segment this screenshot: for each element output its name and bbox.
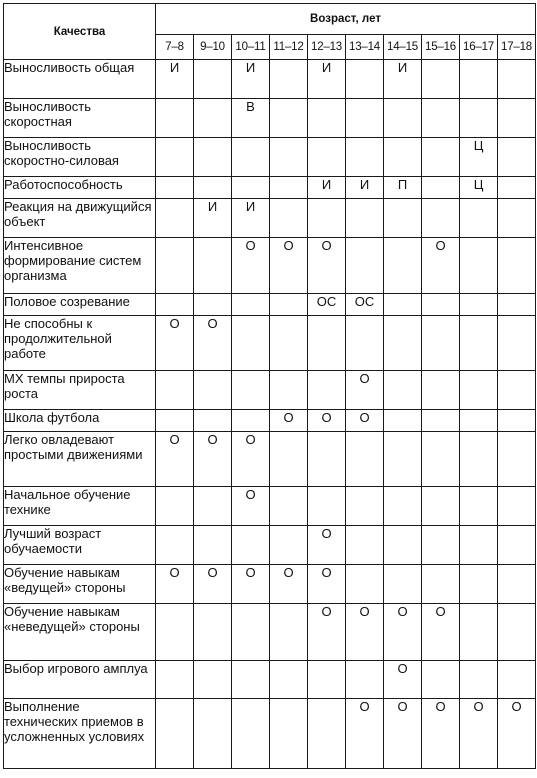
mark-cell (194, 238, 232, 294)
mark-cell (270, 604, 308, 661)
mark-cell (422, 487, 460, 526)
mark-cell (270, 177, 308, 199)
mark-cell (156, 526, 194, 565)
mark-cell (384, 565, 422, 604)
mark-cell (232, 177, 270, 199)
mark-cell: О (346, 699, 384, 769)
mark-cell (460, 60, 498, 99)
mark-cell (460, 238, 498, 294)
mark-cell (156, 99, 194, 138)
mark-cell (498, 294, 536, 316)
age-header-cell: 7–8 (156, 35, 194, 60)
mark-cell (422, 99, 460, 138)
mark-cell: В (232, 99, 270, 138)
mark-cell: О (308, 410, 346, 432)
mark-cell (156, 699, 194, 769)
mark-cell (498, 410, 536, 432)
mark-cell (270, 60, 308, 99)
mark-cell (498, 60, 536, 99)
mark-cell (422, 138, 460, 177)
mark-cell (308, 371, 346, 410)
age-header-cell: 13–14 (346, 35, 384, 60)
mark-cell: О (270, 410, 308, 432)
mark-cell (346, 316, 384, 371)
mark-cell (194, 177, 232, 199)
table-row (4, 661, 536, 699)
mark-cell: О (232, 565, 270, 604)
mark-cell (498, 316, 536, 371)
mark-cell (384, 410, 422, 432)
age-header-cell: 15–16 (422, 35, 460, 60)
mark-cell (232, 371, 270, 410)
mark-cell: О (156, 316, 194, 371)
mark-cell: О (194, 565, 232, 604)
quality-label: Интенсивное формирование систем организма (4, 238, 156, 294)
quality-label: Не способны к продолжительной работе (4, 316, 156, 371)
mark-cell (156, 410, 194, 432)
mark-cell (156, 661, 194, 699)
mark-cell (194, 294, 232, 316)
mark-cell (232, 661, 270, 699)
mark-cell (346, 238, 384, 294)
mark-cell: Ц (460, 177, 498, 199)
quality-label: Начальное обучение технике (4, 487, 156, 526)
mark-cell (422, 294, 460, 316)
quality-label: Выносливость общая (4, 60, 156, 99)
mark-cell (232, 604, 270, 661)
table-row (4, 487, 536, 526)
mark-cell (156, 199, 194, 238)
mark-cell (156, 487, 194, 526)
mark-cell (194, 60, 232, 99)
mark-cell (270, 661, 308, 699)
table-row (4, 699, 536, 769)
mark-cell (384, 526, 422, 565)
mark-cell (460, 294, 498, 316)
mark-cell (498, 432, 536, 487)
table-row (4, 371, 536, 410)
mark-cell (384, 432, 422, 487)
table-row (4, 294, 536, 316)
age-header-cell: 12–13 (308, 35, 346, 60)
mark-cell (384, 138, 422, 177)
mark-cell (422, 526, 460, 565)
quality-label: Половое созревание (4, 294, 156, 316)
mark-cell (346, 99, 384, 138)
mark-cell (346, 432, 384, 487)
mark-cell (194, 526, 232, 565)
mark-cell (384, 294, 422, 316)
mark-cell (422, 177, 460, 199)
age-header-cell: 14–15 (384, 35, 422, 60)
age-header-cell: 17–18 (498, 35, 536, 60)
mark-cell (460, 661, 498, 699)
mark-cell: О (422, 604, 460, 661)
mark-cell (270, 487, 308, 526)
mark-cell (346, 526, 384, 565)
mark-cell (156, 604, 194, 661)
mark-cell: О (384, 604, 422, 661)
mark-cell (232, 316, 270, 371)
mark-cell (194, 410, 232, 432)
mark-cell: ОС (346, 294, 384, 316)
mark-cell (498, 565, 536, 604)
mark-cell (498, 526, 536, 565)
mark-cell (194, 661, 232, 699)
qualities-age-table (3, 3, 536, 769)
mark-cell (384, 371, 422, 410)
table-row (4, 199, 536, 238)
mark-cell (498, 604, 536, 661)
mark-cell (422, 410, 460, 432)
mark-cell (270, 138, 308, 177)
mark-cell (422, 371, 460, 410)
mark-cell (346, 199, 384, 238)
mark-cell: О (308, 565, 346, 604)
mark-cell: О (308, 526, 346, 565)
mark-cell (270, 294, 308, 316)
header-row-top (4, 4, 536, 35)
mark-cell: О (308, 604, 346, 661)
mark-cell (156, 371, 194, 410)
mark-cell (232, 294, 270, 316)
mark-cell (232, 410, 270, 432)
mark-cell (270, 432, 308, 487)
quality-label: Выполнение технических приемов в усложненных условиях (4, 699, 156, 769)
mark-cell (460, 565, 498, 604)
mark-cell (346, 60, 384, 99)
mark-cell (460, 99, 498, 138)
mark-cell (460, 432, 498, 487)
table-row (4, 99, 536, 138)
mark-cell (270, 699, 308, 769)
mark-cell (460, 199, 498, 238)
mark-cell (194, 699, 232, 769)
mark-cell (346, 487, 384, 526)
mark-cell (422, 316, 460, 371)
quality-label: Выбор игрового амплуа (4, 661, 156, 699)
mark-cell (156, 138, 194, 177)
mark-cell: О (346, 604, 384, 661)
table-row (4, 316, 536, 371)
mark-cell (460, 604, 498, 661)
qualities-age-table-wrapper (3, 3, 536, 769)
mark-cell (460, 487, 498, 526)
age-header-cell: 9–10 (194, 35, 232, 60)
mark-cell (384, 316, 422, 371)
table-row (4, 604, 536, 661)
quality-label: Выносливость скоростная (4, 99, 156, 138)
mark-cell: И (232, 60, 270, 99)
mark-cell (270, 526, 308, 565)
quality-label: Обучение навыкам «неведущей» стороны (4, 604, 156, 661)
mark-cell: О (270, 238, 308, 294)
mark-cell: О (384, 699, 422, 769)
mark-cell (194, 371, 232, 410)
quality-label: Реакция на движущийся объект (4, 199, 156, 238)
table-row (4, 177, 536, 199)
mark-cell (384, 99, 422, 138)
mark-cell: Ц (460, 138, 498, 177)
mark-cell: И (194, 199, 232, 238)
mark-cell: О (270, 565, 308, 604)
mark-cell: ОС (308, 294, 346, 316)
age-header-cell: 11–12 (270, 35, 308, 60)
mark-cell (156, 177, 194, 199)
mark-cell (346, 661, 384, 699)
table-row (4, 526, 536, 565)
mark-cell: О (156, 432, 194, 487)
mark-cell (232, 699, 270, 769)
header-quality: Качества (4, 4, 156, 60)
mark-cell (308, 138, 346, 177)
quality-label: Работоспособность (4, 177, 156, 199)
mark-cell (498, 199, 536, 238)
mark-cell (308, 316, 346, 371)
table-row (4, 238, 536, 294)
mark-cell (422, 432, 460, 487)
mark-cell (498, 99, 536, 138)
mark-cell (498, 487, 536, 526)
mark-cell: О (422, 238, 460, 294)
mark-cell (498, 238, 536, 294)
header-age: Возраст, лет (156, 4, 536, 35)
mark-cell: О (498, 699, 536, 769)
mark-cell: О (232, 432, 270, 487)
mark-cell (384, 487, 422, 526)
mark-cell (460, 410, 498, 432)
mark-cell (308, 699, 346, 769)
mark-cell (194, 138, 232, 177)
mark-cell (194, 487, 232, 526)
mark-cell (194, 99, 232, 138)
mark-cell: О (422, 699, 460, 769)
mark-cell (270, 371, 308, 410)
mark-cell: О (156, 565, 194, 604)
mark-cell: И (232, 199, 270, 238)
mark-cell (498, 371, 536, 410)
mark-cell: И (156, 60, 194, 99)
quality-label: МХ темпы прироста роста (4, 371, 156, 410)
mark-cell (460, 371, 498, 410)
mark-cell (270, 199, 308, 238)
mark-cell: О (194, 316, 232, 371)
mark-cell: О (346, 371, 384, 410)
mark-cell: О (460, 699, 498, 769)
mark-cell (308, 199, 346, 238)
mark-cell (460, 316, 498, 371)
mark-cell (498, 177, 536, 199)
mark-cell (498, 661, 536, 699)
table-row (4, 410, 536, 432)
mark-cell: О (308, 238, 346, 294)
quality-label: Школа футбола (4, 410, 156, 432)
mark-cell (384, 238, 422, 294)
mark-cell: И (308, 177, 346, 199)
mark-cell (346, 565, 384, 604)
mark-cell (346, 138, 384, 177)
mark-cell: И (346, 177, 384, 199)
table-row (4, 565, 536, 604)
mark-cell (422, 60, 460, 99)
mark-cell (270, 99, 308, 138)
mark-cell (422, 661, 460, 699)
table-header (4, 4, 536, 60)
mark-cell (156, 238, 194, 294)
mark-cell (422, 199, 460, 238)
age-header-cell: 10–11 (232, 35, 270, 60)
table-row (4, 138, 536, 177)
table-row (4, 60, 536, 99)
quality-label: Легко овладевают простыми движениями (4, 432, 156, 487)
mark-cell (308, 661, 346, 699)
mark-cell (156, 294, 194, 316)
table-row (4, 432, 536, 487)
mark-cell (498, 138, 536, 177)
mark-cell: О (346, 410, 384, 432)
mark-cell: О (232, 238, 270, 294)
mark-cell (308, 99, 346, 138)
mark-cell (194, 604, 232, 661)
mark-cell: О (194, 432, 232, 487)
mark-cell: И (308, 60, 346, 99)
mark-cell: И (384, 60, 422, 99)
mark-cell (232, 138, 270, 177)
quality-label: Обучение навыкам «ведущей» стороны (4, 565, 156, 604)
age-header-cell: 16–17 (460, 35, 498, 60)
mark-cell: О (384, 661, 422, 699)
mark-cell (460, 526, 498, 565)
quality-label: Лучший возраст обучаемости (4, 526, 156, 565)
mark-cell (308, 432, 346, 487)
mark-cell (384, 199, 422, 238)
mark-cell: О (232, 487, 270, 526)
mark-cell: П (384, 177, 422, 199)
mark-cell (232, 526, 270, 565)
mark-cell (422, 565, 460, 604)
mark-cell (308, 487, 346, 526)
quality-label: Выносливость скоростно-силовая (4, 138, 156, 177)
mark-cell (270, 316, 308, 371)
table-body (4, 60, 536, 769)
